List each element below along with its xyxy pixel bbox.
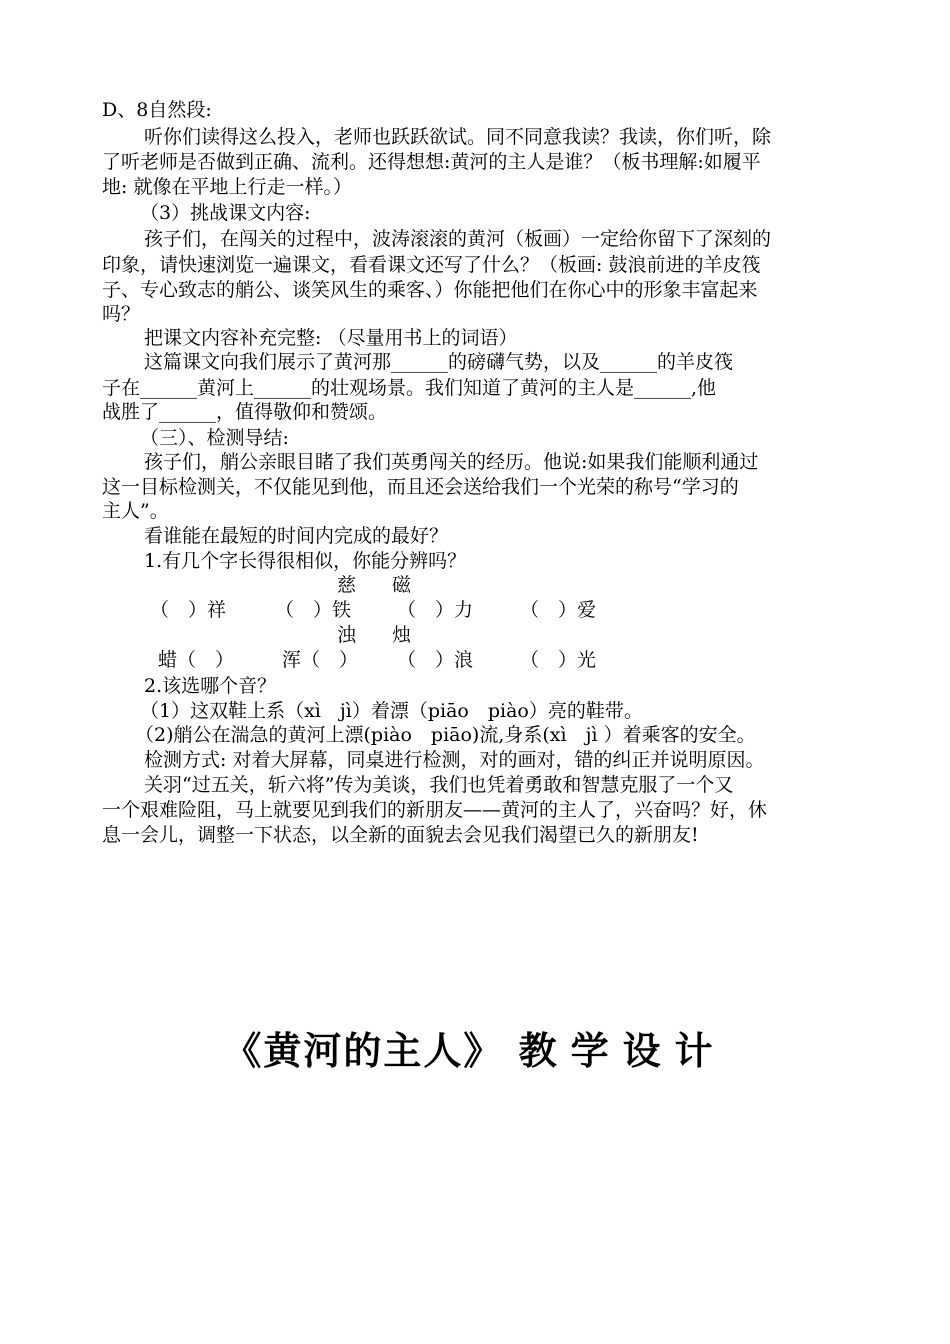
paragraph-line: 孩子们，在闯关的过程中，波涛滚滚的黄河（板画）一定给你留下了深刻的	[144, 228, 772, 250]
question-line: 1.有几个字长得很相似，你能分辨吗？	[144, 550, 467, 572]
paragraph-line: 看谁能在最短的时间内完成的最好？	[144, 525, 449, 547]
paragraph-line: 这篇课文向我们展示了黄河那______的磅礴气势，以及______的羊皮筏	[144, 351, 734, 373]
paragraph-line: 孩子们，艄公亲眼目睹了我们英勇闯关的经历。他说:如果我们能顺利通过	[144, 451, 759, 473]
paragraph-line: 印象，请快速浏览一遍课文，看看课文还写了什么？（板画: 鼓浪前进的羊皮筏	[102, 254, 761, 276]
blank-item: 浑（ ）	[282, 649, 359, 671]
paragraph-line: 听你们读得这么投入，老师也跃跃欲试。同不同意我读？我读，你们听，除	[144, 126, 772, 148]
paragraph-line: 一个艰难险阻，马上就要见到我们的新朋友——黄河的主人了，兴奋吗？好，休	[102, 799, 768, 821]
paragraph-line: D、8自然段:	[102, 99, 212, 121]
blank-item: （ ）光	[520, 649, 597, 671]
char-hint: 慈	[337, 574, 357, 596]
blank-item: （ ）力	[397, 599, 474, 621]
section-heading: （3）挑战课文内容:	[140, 202, 311, 224]
char-hint: 烛	[392, 624, 412, 646]
paragraph-line: 子在______黄河上______的壮观场景。我们知道了黄河的主人是______,他	[102, 377, 717, 399]
paragraph-line: 主人”。	[102, 500, 169, 522]
blank-item: （ ）祥	[150, 599, 227, 621]
paragraph-line: 关羽“过五关，斩六将”传为美谈，我们也凭着勇敢和智慧克服了一个又	[144, 774, 734, 796]
char-hint: 浊	[337, 624, 357, 646]
title-main: 《黄河的主人》	[223, 1028, 504, 1073]
title-sub: 教学设计	[518, 1028, 727, 1073]
paragraph-line: 息一会儿，调整一下状态，以全新的面貌去会见我们渴望已久的新朋友!	[102, 824, 699, 846]
blank-item: （ ）爱	[520, 599, 597, 621]
blank-item: （ ）铁	[275, 599, 352, 621]
section-heading: （三）、检测导结:	[140, 427, 289, 449]
paragraph-line: （1）这双鞋上系（xì jì）着漂（piāo piào）亮的鞋带。	[140, 700, 643, 722]
paragraph-line: 把课文内容补充完整: （尽量用书上的词语）	[144, 327, 518, 349]
paragraph-line: 检测方式: 对着大屏幕，同桌进行检测，对的画对，错的纠正并说明原因。	[144, 749, 765, 771]
paragraph-line: （2)艄公在湍急的黄河上漂(piào piāo)流,身系(xì jì ）着乘客的安全。	[135, 724, 756, 746]
blank-item: （ ）浪	[397, 649, 474, 671]
paragraph-line: 了听老师是否做到正确、流利。还得想想:黄河的主人是谁？（板书理解:如履平	[102, 151, 761, 173]
paragraph-line: 战胜了______，值得敬仰和赞颂。	[102, 401, 388, 423]
char-hint: 磁	[392, 574, 412, 596]
document-title	[0, 1020, 950, 1075]
question-line: 2.该选哪个音？	[144, 675, 277, 697]
blank-item: 蜡（ ）	[158, 649, 235, 671]
paragraph-line: 地: 就像在平地上行走一样。）	[102, 176, 352, 198]
paragraph-line: 吗？	[102, 303, 141, 325]
paragraph-line: 子、专心致志的艄公、谈笑风生的乘客、）你能把他们在你心中的形象丰富起来	[102, 279, 758, 301]
paragraph-line: 这一目标检测关，不仅能见到他，而且还会送给我们一个光荣的称号“学习的	[102, 476, 739, 498]
